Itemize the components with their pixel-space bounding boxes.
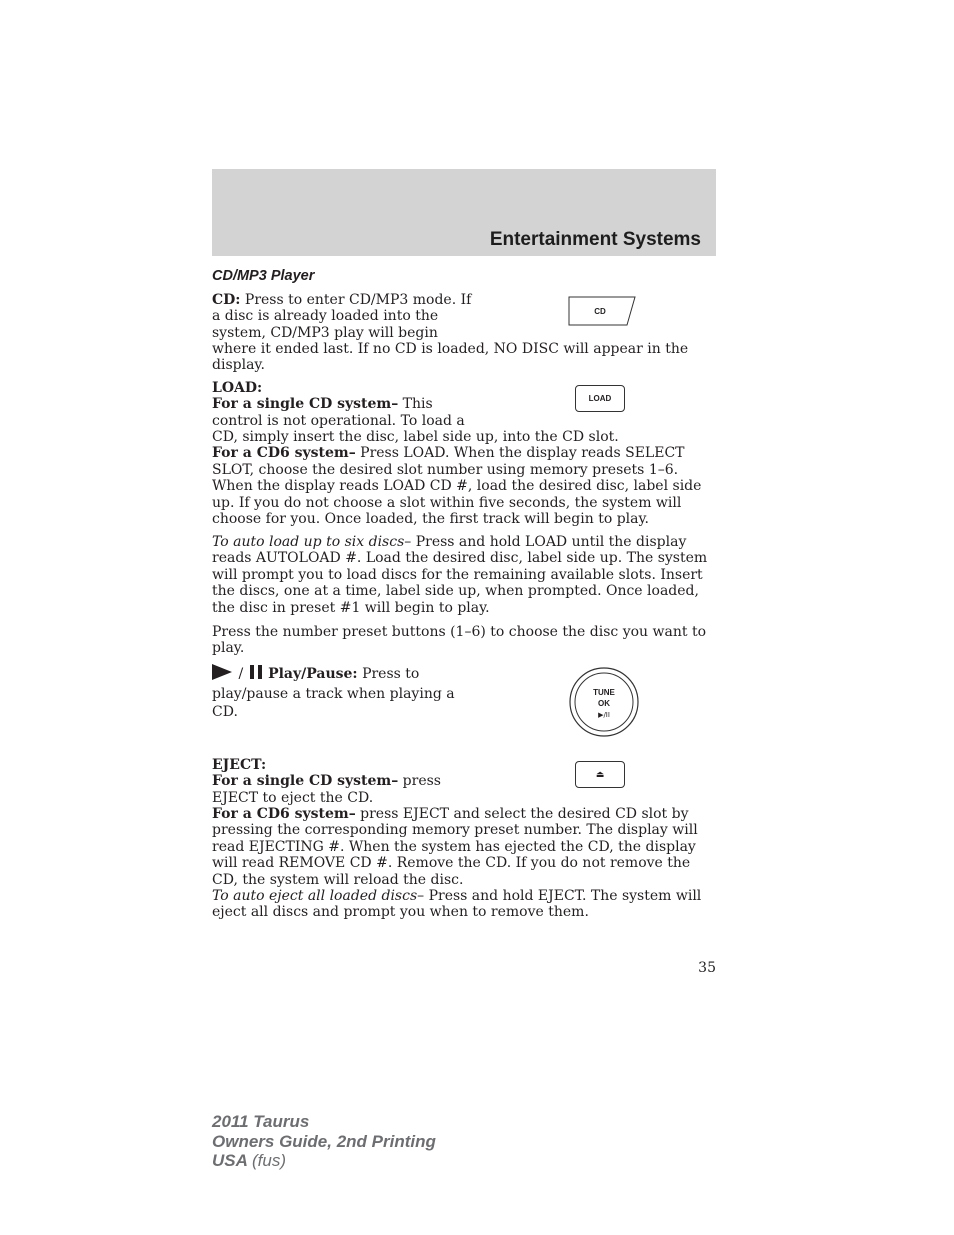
cd-button-label: CD — [594, 307, 606, 316]
load-cd6-text: Press LOAD. When the display reads SELECT SLOT, choose the desired slot number using memory presets 1–6. When the display reads LOAD CD #, load the desired disc, label side up. If you do not choose a slot within five seconds, the system will choose for you. Once loaded, the first track will begin to play. — [212, 445, 702, 528]
load-cd6-label: For a CD6 system– — [212, 445, 356, 462]
playpause-label: Play/Pause: — [268, 666, 358, 682]
load-single-text-wide: CD, simply insert the disc, label side up, into the CD slot. — [212, 429, 619, 445]
playpause-paragraph — [212, 664, 482, 721]
section-title: CD/MP3 Player — [212, 268, 315, 284]
footer-model: 2011 Taurus — [212, 1112, 310, 1131]
eject-paragraph — [212, 757, 482, 806]
load-button-illustration: LOAD — [575, 385, 625, 412]
autoload-paragraph — [212, 534, 720, 616]
preset-paragraph: Press the number preset buttons (1–6) to choose the disc you want to play. — [212, 624, 706, 657]
page-number: 35 — [698, 960, 716, 976]
eject-single-label: For a single CD system– — [212, 773, 399, 790]
footer-guide: Owners Guide, 2nd Printing — [212, 1131, 436, 1151]
playpause-separator: / — [238, 666, 244, 682]
cd-label: CD: — [212, 292, 241, 308]
knob-ok-label: OK — [598, 699, 610, 708]
autoload-label: To auto load up to six discs — [212, 534, 405, 550]
load-paragraph — [212, 380, 482, 429]
cd-paragraph-continued: where it ended last. If no CD is loaded, NO DISC will appear in the display. — [212, 341, 689, 374]
footer-code: (fus) — [252, 1151, 286, 1170]
cd-paragraph — [212, 292, 482, 341]
play-icon — [212, 664, 234, 685]
eject-auto-label: To auto eject all loaded discs — [212, 888, 418, 905]
load-single-label: For a single CD system– — [212, 396, 399, 413]
playpause-text: Press to play/pause a track when playing a CD. — [212, 666, 455, 720]
header-band — [212, 169, 716, 256]
document-footer — [212, 1112, 436, 1171]
load-paragraph-continued — [212, 429, 720, 527]
eject-icon: ⏏ — [595, 769, 605, 780]
load-single-text: This control is not operational. To load a — [212, 396, 465, 429]
eject-single-text: press EJECT to eject the CD. — [212, 773, 441, 806]
footer-country: USA — [212, 1151, 248, 1170]
eject-auto-text: – Press and hold EJECT. The system will eject all discs and prompt you when to remove them. — [212, 888, 702, 921]
eject-paragraph-continued — [212, 806, 720, 921]
eject-label: EJECT: — [212, 757, 267, 773]
eject-cd6-text: press EJECT and select the desired CD slot by pressing the corresponding memory preset number. The display will read EJECTING #. When the system has ejected the CD, the display will read REMOVE CD #. Remove the CD. If you do not remove the CD, the system will reload the disc. — [212, 806, 698, 888]
eject-button-illustration — [575, 761, 625, 788]
footer-region — [212, 1151, 436, 1171]
chapter-title: Entertainment Systems — [489, 229, 701, 250]
pause-icon — [248, 664, 264, 685]
eject-cd6-label: For a CD6 system– — [212, 806, 356, 822]
knob-playpause-label: ▶/II — [598, 711, 610, 719]
cd-text: Press to enter CD/MP3 mode. If a disc is already loaded into the system, CD/MP3 play will begin — [212, 292, 472, 341]
knob-tune-label: TUNE — [593, 688, 615, 697]
cd-button-illustration — [566, 296, 636, 326]
autoload-text: – Press and hold LOAD until the display reads AUTOLOAD #. Load the desired disc, label side up. The system will prompt you to load discs for the remaining available slots. Insert the discs, one at a time, label side up, when prompted. Once loaded, the disc in preset #1 will begin to play. — [212, 534, 708, 616]
tune-knob-illustration — [569, 667, 639, 737]
load-label: LOAD: — [212, 380, 263, 396]
